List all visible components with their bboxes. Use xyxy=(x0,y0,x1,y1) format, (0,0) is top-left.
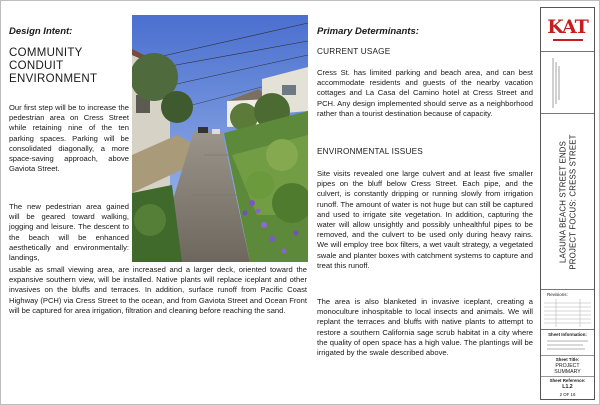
revisions-grid xyxy=(544,299,591,327)
project-focus: PROJECT FOCUS: CRESS STREET xyxy=(568,134,577,270)
logo-text: KAT xyxy=(547,16,588,38)
firm-logo xyxy=(541,8,594,52)
environmental-issues-paragraph: Site visits revealed one large culvert and at least five smaller pipes on the bluff below Cress Street. Each pipe, and the culvert, is constantly dripping or running slowly from irrigation runoff. The amount of water is not huge but can still be captured and used to irrigate site vegetation. In addition, capturing the water will allow unsightly and possibly unhealthful pipes to be removed, and the culvert to be used only during heavy rains. We will employ tree box filters, a wet vault strategy, a vegetated swale and planter boxes with catchment systems to capture and treat this runoff. xyxy=(317,169,533,270)
primary-determinants-heading: Primary Determinants: xyxy=(317,26,419,37)
sheet-title-label: Sheet Title: xyxy=(555,357,580,362)
street-photo-drawing xyxy=(132,15,308,262)
design-intent-heading: Design Intent: xyxy=(9,26,73,37)
intro-paragraph-2: The new pedestrian area gained will be geared toward walking, jogging and leisure. The descent to the beach will be enhanced aesthetically and environmentally: landings, xyxy=(9,202,129,263)
firm-info-lines xyxy=(541,52,561,114)
sheet-info-lines xyxy=(547,339,588,353)
street-photo xyxy=(132,15,308,262)
current-usage-paragraph: Cress St. has limited parking and beach area, and can best accommodate residents and guests of the nearby vacation cottages and La Casa del Camino hotel at Cress Street and PCH. Any design implemented should serve as a neighborhood rather than a tourist destination because of capacity. xyxy=(317,68,533,118)
revisions-block xyxy=(541,290,594,330)
revisions-label: Revisions: xyxy=(547,292,568,297)
sheet-reference: L1.2 xyxy=(562,384,573,390)
sheet-title-line-2: SUMMARY xyxy=(554,369,581,375)
sheet-title-divider xyxy=(541,376,594,377)
current-usage-heading: CURRENT USAGE xyxy=(317,47,391,56)
logo-underline xyxy=(541,39,594,43)
project-title-vertical xyxy=(559,134,578,269)
sheet-info-divider xyxy=(541,355,594,356)
iceplant-paragraph: The area is also blanketed in invasive iceplant, creating a monoculture inhospitable to local insects and animals. We will replant the terraces and bluffs with native plants to attempt to restore a southern California sage scrub habitat in a city where the quality of open space has a high value. The plantings will be irrigated by the swale described above. xyxy=(317,297,533,358)
environmental-issues-heading: ENVIRONMENTAL ISSUES xyxy=(317,147,423,156)
sheet-count: 2 OF 16 xyxy=(559,392,576,397)
intro-paragraph-1: Our first step will be to increase the pedestrian area on Cress Street while retaining nine of the ten parking spaces. Parking will be consolidated diagonally, a more space-saving approach, above Gaviota Street. xyxy=(9,103,129,174)
title-block xyxy=(540,7,595,400)
sheet-info-block xyxy=(541,330,594,400)
firm-info-block xyxy=(541,52,594,114)
sheet-reference-label: Sheet Reference: xyxy=(549,378,586,383)
sheet-info-label: Sheet Information: xyxy=(548,332,587,337)
section-title: COMMUNITY CONDUIT ENVIRONMENT xyxy=(9,47,98,85)
intro-paragraph-3: usable as small viewing area, are increased and a larger deck, oriented toward the expansive southern view, will be installed. Native plants will replace iceplant and other invasives on the bluffs and terraces. In addition, surface runoff from Pacific Coast Highway (PCH) via Cress Street to the ocean, and from Gaviota Street and Ocean Front will be captured for area irrigation, filtration and cleaning before reaching the sand. xyxy=(9,265,307,315)
project-title-block xyxy=(541,114,594,290)
sheet-title-line-1: PROJECT xyxy=(555,363,580,369)
project-name: LAGUNA BEACH STREET ENDS xyxy=(558,140,568,264)
